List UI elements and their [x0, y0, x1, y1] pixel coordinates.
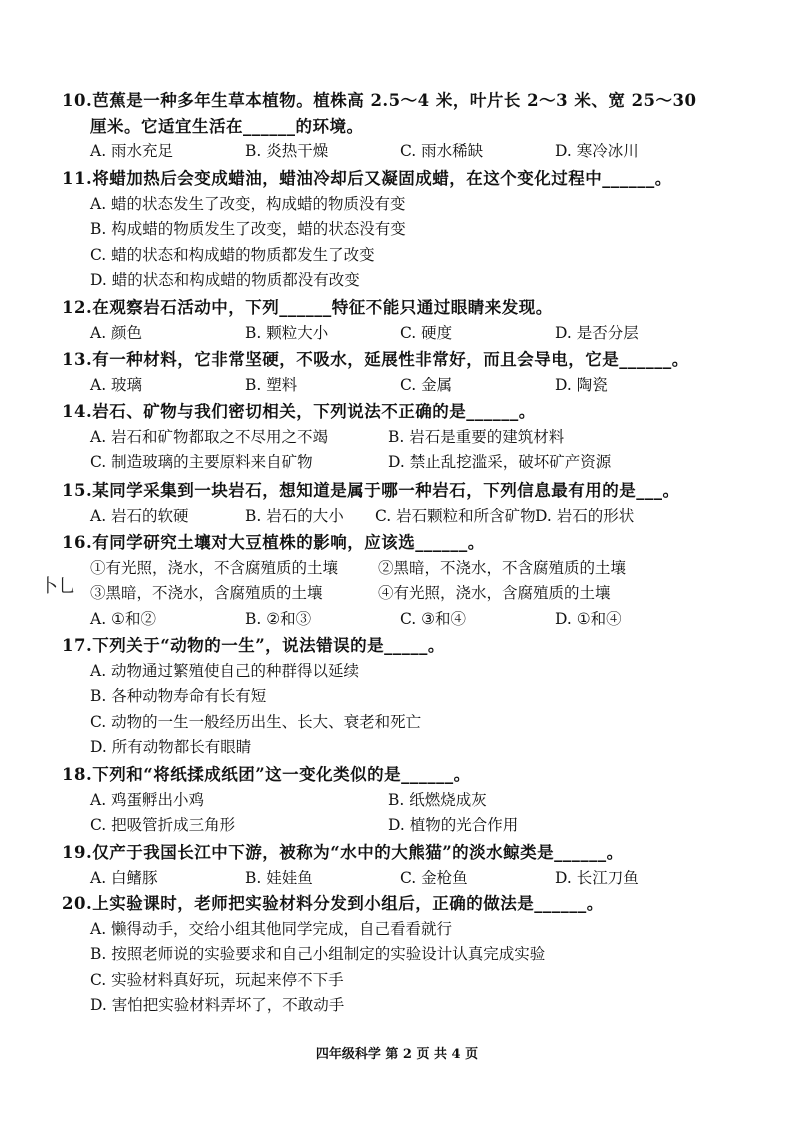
option-a: A. 动物通过繁殖使自己的种群得以延续 — [90, 661, 360, 680]
question-stem: 16.有同学研究土壤对大豆植株的影响，应该选______。 — [62, 533, 485, 552]
options — [90, 866, 752, 892]
question-18 — [62, 762, 752, 839]
option-d: D. 寒冷冰川 — [555, 142, 639, 160]
option-d-row — [90, 993, 752, 1019]
option-c: C. 雨水稀缺 — [400, 142, 484, 160]
option-a-row — [90, 192, 752, 218]
options-row-1 — [90, 425, 752, 451]
options — [90, 607, 752, 633]
option-d: D. 是否分层 — [555, 323, 639, 342]
question-stem: 17.下列关于“动物的一生”，说法错误的是_____。 — [62, 636, 445, 655]
option-b: B. 构成蜡的物质发生了改变，蜡的状态没有变 — [90, 220, 406, 238]
option-c: C. 蜡的状态和构成蜡的物质都发生了改变 — [90, 245, 375, 264]
option-b: B. 娃娃鱼 — [245, 868, 313, 887]
option-a: A. 懒得动手，交给小组其他同学完成，自己看看就行 — [90, 919, 453, 938]
conditions-row-2 — [90, 581, 752, 607]
option-c-row — [90, 243, 752, 269]
conditions-row-1 — [90, 556, 752, 582]
option-d: D. 所有动物都长有眼睛 — [90, 738, 252, 756]
question-stem: 15.某同学采集到一块岩石，想知道是属于哪一种岩石，下列信息最有用的是___。 — [62, 481, 680, 500]
options — [90, 321, 752, 347]
option-c: C. 金枪鱼 — [400, 868, 468, 887]
question-stem: 18.下列和“将纸揉成纸团”这一变化类似的是______。 — [62, 765, 471, 784]
question-11 — [62, 166, 752, 294]
option-a: A. 岩石和矿物都取之不尽用之不竭 — [90, 427, 329, 446]
question-19 — [62, 840, 752, 891]
option-b: B. 按照老师说的实验要求和自己小组制定的实验设计认真完成实验 — [90, 945, 546, 963]
option-c-row — [90, 710, 752, 736]
option-d: D. 禁止乱挖滥采，破坏矿产资源 — [388, 453, 612, 471]
option-a-row — [90, 659, 752, 685]
option-c: C. 岩石颗粒和所含矿物 — [375, 506, 536, 525]
question-stem: 13.有一种材料，它非常坚硬，不吸水，延展性非常好，而且会导电，它是______。 — [62, 350, 689, 369]
option-c: C. 硬度 — [400, 323, 453, 342]
question-17 — [62, 633, 752, 761]
page-footer: 四年级科学 第 2 页 共 4 页 — [315, 1047, 479, 1062]
options-row-2 — [90, 450, 752, 476]
option-a: A. 岩石的软硬 — [90, 506, 189, 525]
option-c-row — [90, 968, 752, 994]
question-stem: 20.上实验课时，老师把实验材料分发到小组后，正确的做法是______。 — [62, 894, 604, 913]
option-b: B. 塑料 — [245, 375, 298, 394]
option-a: A. 雨水充足 — [90, 142, 174, 160]
option-d: D. ①和④ — [555, 609, 622, 628]
option-d-row — [90, 735, 752, 761]
question-stem-cont: 厘米。它适宜生活在______的环境。 — [90, 116, 364, 136]
question-stem: 10.芭蕉是一种多年生草本植物。植株高 2.5～4 米，叶片长 2～3 米、宽 25～30 — [62, 91, 697, 110]
option-b-row — [90, 684, 752, 710]
option-d-row — [90, 268, 752, 294]
option-d: D. 岩石的形状 — [535, 506, 635, 525]
option-d: D. 长江刀鱼 — [555, 868, 639, 887]
options-row-2 — [90, 813, 752, 839]
options — [90, 504, 752, 530]
question-stem: 12.在观察岩石活动中，下列______特征不能只通过眼睛来发现。 — [62, 298, 553, 317]
option-b: B. 岩石的大小 — [245, 506, 344, 525]
options — [90, 373, 752, 399]
option-c: C. 金属 — [400, 375, 453, 394]
question-14 — [62, 399, 752, 476]
option-c: C. 动物的一生一般经历出生、长大、衰老和死亡 — [90, 712, 422, 731]
option-b: B. 纸燃烧成灰 — [388, 790, 487, 809]
option-c: C. 制造玻璃的主要原料来自矿物 — [90, 453, 313, 471]
option-a-row — [90, 917, 752, 943]
option-a: A. 鸡蛋孵出小鸡 — [90, 790, 205, 809]
question-12 — [62, 295, 752, 346]
option-c: C. ③和④ — [400, 609, 467, 628]
options — [90, 139, 752, 165]
question-10 — [62, 88, 752, 165]
condition-4: ④有光照，浇水，含腐殖质的土壤 — [378, 584, 611, 602]
option-d: D. 植物的光合作用 — [388, 816, 519, 834]
option-a: A. 白鳍豚 — [90, 868, 158, 887]
option-b: B. 岩石是重要的建筑材料 — [388, 427, 565, 446]
option-c: C. 把吸管折成三角形 — [90, 816, 236, 834]
question-20 — [62, 891, 752, 1019]
option-b: B. 炎热干燥 — [245, 142, 329, 160]
option-c: C. 实验材料真好玩，玩起来停不下手 — [90, 970, 344, 989]
question-16 — [62, 530, 752, 632]
question-15 — [62, 478, 752, 529]
options-row-1 — [90, 788, 752, 814]
option-b: B. ②和③ — [245, 609, 312, 628]
option-b: B. 各种动物寿命有长有短 — [90, 687, 267, 705]
question-13 — [62, 347, 752, 398]
option-d: D. 害怕把实验材料弄坏了，不敢动手 — [90, 996, 345, 1014]
option-d: D. 蜡的状态和构成蜡的物质都没有改变 — [90, 271, 360, 289]
question-stem: 14.岩石、矿物与我们密切相关，下列说法不正确的是______。 — [62, 402, 536, 421]
option-d: D. 陶瓷 — [555, 375, 608, 394]
question-stem: 11.将蜡加热后会变成蜡油，蜡油冷却后又凝固成蜡，在这个变化过程中______。 — [62, 169, 672, 188]
option-b: B. 颗粒大小 — [245, 323, 329, 342]
option-a: A. ①和② — [90, 609, 156, 628]
option-a: A. 蜡的状态发生了改变，构成蜡的物质没有变 — [90, 194, 406, 213]
option-b-row — [90, 217, 752, 243]
condition-1: ①有光照，浇水，不含腐殖质的土壤 — [90, 558, 339, 577]
question-stem: 19.仅产于我国长江中下游，被称为“水中的大熊猫”的淡水鲸类是______。 — [62, 843, 624, 862]
option-a: A. 颜色 — [90, 323, 143, 342]
option-a: A. 玻璃 — [90, 375, 143, 394]
condition-3: ③黑暗，不浇水，含腐殖质的土壤 — [90, 584, 323, 602]
condition-2: ②黑暗，不浇水，不含腐殖质的土壤 — [378, 558, 627, 577]
margin-mark: 卜乚 — [40, 576, 76, 597]
option-b-row — [90, 942, 752, 968]
